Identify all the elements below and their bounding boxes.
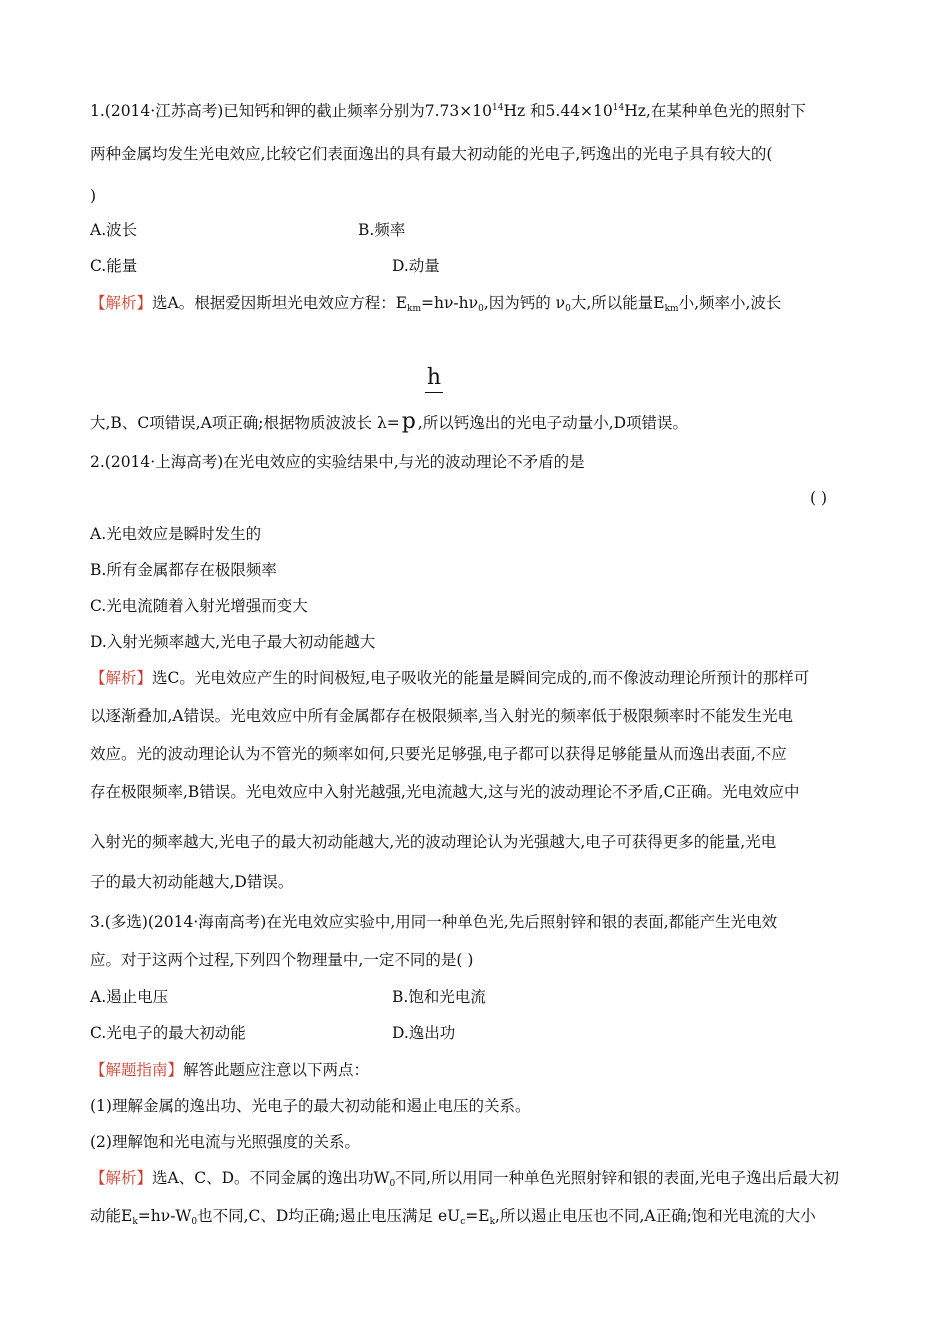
fraction-bar (425, 392, 443, 393)
q2-option-d: D.入射光频率越大,光电子最大初动能越大 (90, 633, 376, 651)
q1-option-d: D.动量 (392, 257, 440, 275)
analysis-tag: 【解析】 (90, 669, 153, 687)
q2-analysis-line6: 子的最大初动能越大,D错误。 (90, 873, 294, 891)
q2-option-b: B.所有金属都存在极限频率 (90, 561, 277, 579)
q3-analysis-line2: 动能$E_k=h\nu-W_0$也不同,C、D均正确;遏止电压满足 $eU_c=E_k$,所以遏止电压也不同,A正确;饱和光电流的大小 (90, 1207, 816, 1227)
q3-analysis-line1: 【解析】选A、C、D。不同金属的逸出功$W_0$不同,所以用同一种单色光照射锌和银的表面,光电子逸出后最大初 (90, 1169, 840, 1189)
q2-analysis-line5: 入射光的频率越大,光电子的最大初动能越大,光的波动理论认为光强越大,电子可获得更多的能量,光电 (90, 833, 777, 851)
q2-analysis-line3: 效应。光的波动理论认为不管光的频率如何,只要光足够强,电子都可以获得足够能量从而逸出表面,不应 (90, 745, 787, 763)
q2-option-c: C.光电流随着入射光增强而变大 (90, 597, 308, 615)
q2-answer-paren: ( ) (810, 489, 828, 507)
q1-stem-line3: ) (90, 187, 97, 205)
q2-analysis-line2: 以逐渐叠加,A错误。光电效应中所有金属都存在极限频率,当入射光的频率低于极限频率时不能发生光电 (90, 707, 794, 725)
q3-stem-line1: 3.(多选)(2014·海南高考)在光电效应实验中,用同一种单色光,先后照射锌和银的表面,都能产生光电效 (90, 913, 778, 931)
q1-analysis-line1: 【解析】选A。根据爱因斯坦光电效应方程：$E_{km}=h\nu-h\nu_0$,因为钙的 $\nu_0$大,所以能量$E_{km}$小,频率小,波长 (90, 294, 782, 314)
q1-stem-line1: 1.(2014·江苏高考)已知钙和钾的截止频率分别为$7.73\times 10^{14}Hz$ 和$5.44\times 10^{14}Hz$,在某种单色光的照射下 (90, 102, 806, 120)
analysis-tag: 【解析】 (90, 294, 153, 312)
q3-option-c: C.光电子的最大初动能 (90, 1024, 246, 1042)
q3-guide: 【解题指南】解答此题应注意以下两点： (90, 1061, 370, 1079)
wavelength-fraction (425, 366, 443, 396)
q3-option-b: B.饱和光电流 (392, 988, 486, 1006)
q2-analysis-line4: 存在极限频率,B错误。光电效应中入射光越强,光电流越大,这与光的波动理论不矛盾,C正确。光电效应中 (90, 783, 800, 801)
q3-option-a: A.遏止电压 (90, 988, 169, 1006)
fraction-denominator: p (401, 409, 416, 434)
guide-tag: 【解题指南】 (90, 1061, 184, 1079)
q3-stem-line2: 应。对于这两个过程,下列四个物理量中,一定不同的是( ) (90, 951, 474, 969)
q2-analysis-line1: 【解析】选C。光电效应产生的时间极短,电子吸收光的能量是瞬间完成的,而不像波动理论所预计的那样可 (90, 669, 810, 687)
analysis-tag: 【解析】 (90, 1169, 153, 1187)
q1-option-c: C.能量 (90, 257, 138, 275)
q2-option-a: A.光电效应是瞬时发生的 (90, 525, 262, 543)
q3-guide-point1: (1)理解金属的逸出功、光电子的最大初动能和遏止电压的关系。 (90, 1097, 531, 1115)
q1-option-b: B.频率 (358, 221, 406, 239)
fraction-numerator: h (426, 365, 442, 390)
q2-stem-line1: 2.(2014·上海高考)在光电效应的实验结果中,与光的波动理论不矛盾的是 (90, 453, 585, 471)
q1-stem-line2: 两种金属均发生光电效应,比较它们表面逸出的具有最大初动能的光电子,钙逸出的光电子具有较大的( (90, 145, 773, 163)
q3-option-d: D.逸出功 (392, 1024, 456, 1042)
q3-guide-point2: (2)理解饱和光电流与光照强度的关系。 (90, 1133, 360, 1151)
q1-analysis-line2: 大,B、C项错误,A项正确;根据物质波波长 λ=p ,所以钙逸出的光电子动量小,D项错误。 (90, 409, 689, 434)
q1-option-a: A.波长 (90, 221, 138, 239)
